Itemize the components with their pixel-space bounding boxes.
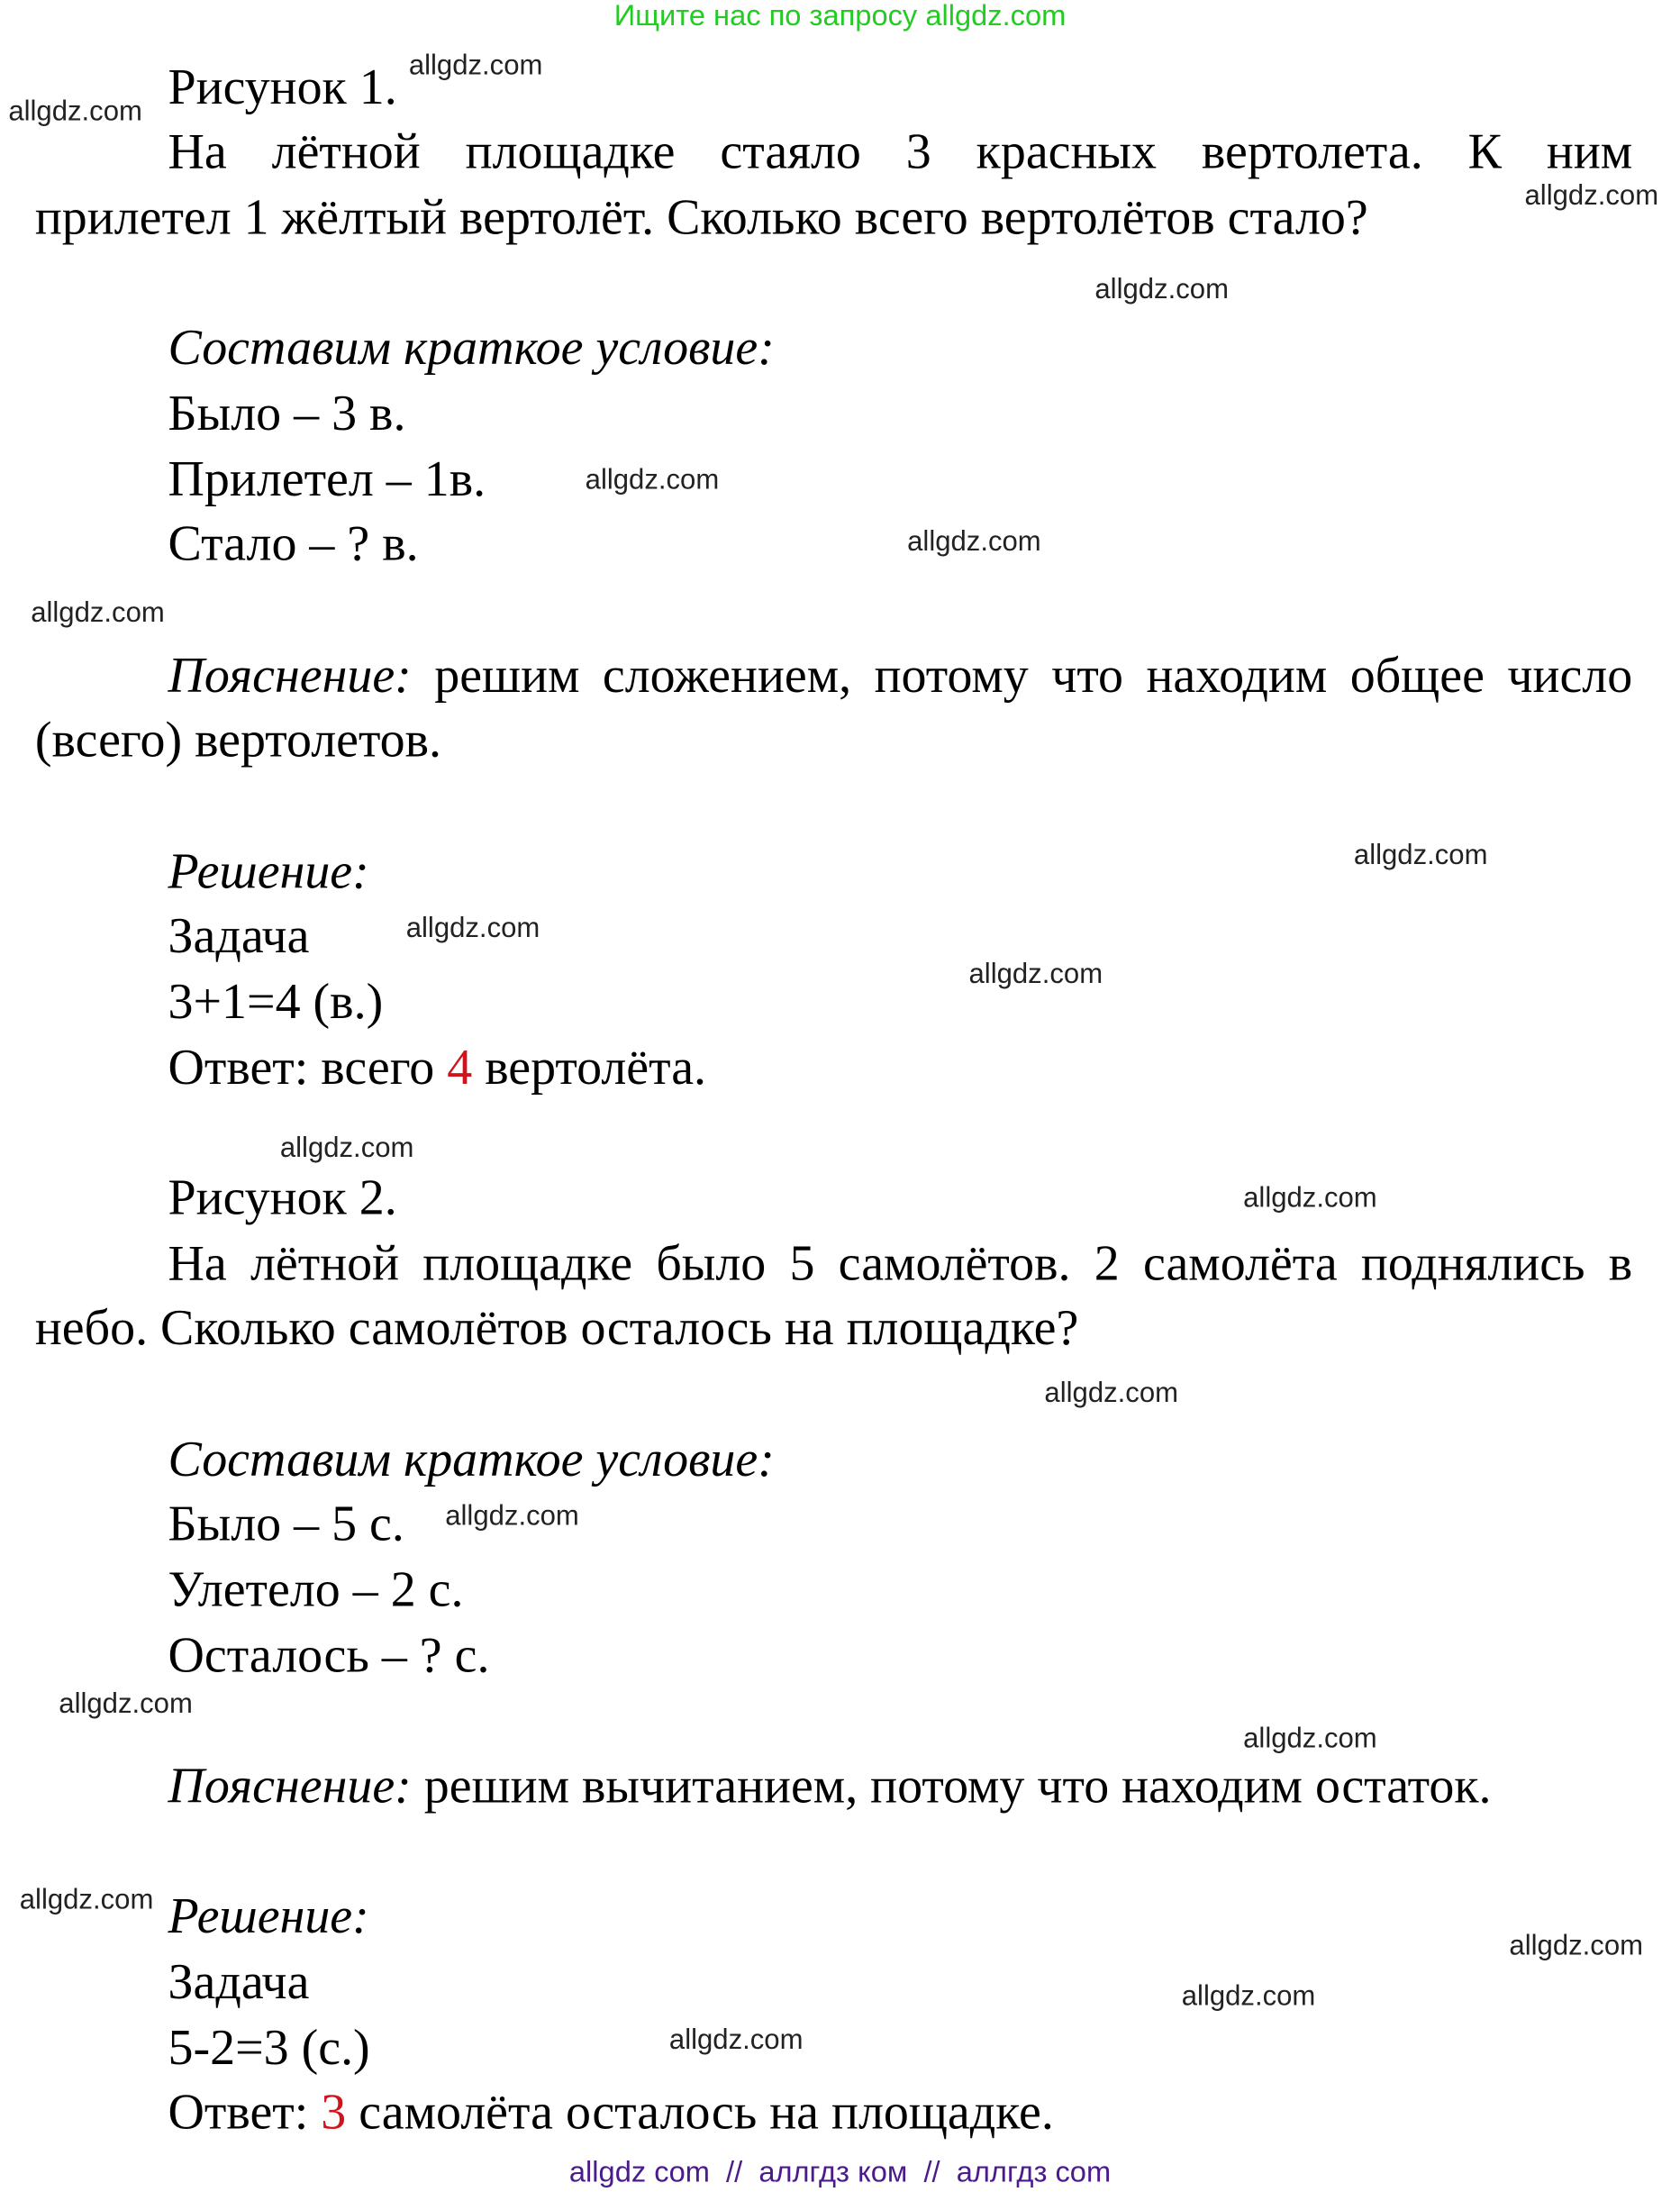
watermark: allgdz.com (1509, 1931, 1644, 1962)
task2-condition-label: Составим краткое условие: (168, 1431, 775, 1487)
watermark: allgdz.com (408, 50, 543, 82)
task1-explanation (168, 647, 1633, 704)
task2-problem-line1: На лётной площадке было 5 самолётов. 2 самолёта поднялись в (168, 1234, 1633, 1291)
task2-solution-label: Решение: (168, 1887, 369, 1944)
task1-condition: Было – 3 в. (168, 385, 406, 441)
watermark: allgdz.com (405, 913, 540, 944)
watermark: allgdz.com (19, 1884, 154, 1916)
task1-task-word: Задача (168, 907, 310, 964)
task1-condition: Прилетел – 1в. (168, 450, 486, 507)
watermark: allgdz.com (1243, 1183, 1377, 1214)
task1-condition-label: Составим краткое условие: (168, 319, 775, 376)
explanation-label: Пояснение: (168, 1757, 412, 1814)
watermark: allgdz.com (1181, 1981, 1316, 2013)
answer-prefix: Ответ: (168, 2083, 322, 2140)
answer-value: 4 (447, 1039, 473, 1096)
task1-answer (168, 1039, 707, 1096)
watermark: allgdz.com (445, 1501, 579, 1533)
task2-condition: Было – 5 с. (168, 1495, 404, 1552)
task1-condition: Стало – ? в. (168, 514, 419, 572)
watermark: allgdz.com (8, 96, 142, 128)
task1-title: Рисунок 1. (168, 59, 397, 115)
answer-prefix: Ответ: всего (168, 1039, 448, 1096)
task1-problem-line2: прилетел 1 жёлтый вертолёт. Сколько всего вертолётов стало? (34, 188, 1368, 245)
watermark: allgdz.com (968, 959, 1103, 990)
task2-explanation (168, 1757, 1492, 1814)
search-promo-header: Ищите нас по запросу allgdz.com (613, 0, 1067, 32)
watermark: allgdz.com (279, 1132, 414, 1164)
task2-problem-line2: небо. Сколько самолётов осталось на площадке? (34, 1299, 1079, 1356)
task2-task-word: Задача (168, 1953, 310, 2010)
task2-equation: 5-2=3 (с.) (168, 2019, 370, 2076)
task1-equation: 3+1=4 (в.) (168, 973, 384, 1030)
watermark: allgdz.com (907, 526, 1041, 558)
answer-suffix: самолёта осталось на площадке. (346, 2083, 1054, 2140)
task1-solution-label: Решение: (168, 842, 369, 899)
watermark: allgdz.com (1524, 180, 1659, 212)
explanation-text: решим вычитанием, потому что находим остаток. (411, 1757, 1492, 1814)
task2-title: Рисунок 2. (168, 1169, 397, 1225)
watermark: allgdz.com (585, 464, 720, 496)
watermark: allgdz.com (31, 597, 165, 629)
site-footer: allgdz com // аллгдз ком // аллгдз com (568, 2156, 1112, 2189)
explanation-label: Пояснение: (168, 647, 412, 704)
task1-explanation-line2: (всего) вертолетов. (34, 711, 442, 768)
explanation-text: решим сложением, потому что находим общее число (411, 647, 1633, 704)
watermark: allgdz.com (1353, 840, 1488, 871)
task2-condition: Улетело – 2 с. (168, 1560, 464, 1618)
watermark: allgdz.com (1094, 274, 1229, 305)
watermark: allgdz.com (59, 1688, 193, 1720)
task1-problem-line1: На лётной площадке стаяло 3 красных вертолета. К ним (168, 123, 1633, 179)
task2-condition: Осталось – ? с. (168, 1626, 490, 1684)
answer-value: 3 (321, 2083, 347, 2140)
watermark: allgdz.com (1243, 1724, 1377, 1755)
watermark: allgdz.com (668, 2024, 804, 2056)
task2-answer (168, 2083, 1054, 2140)
answer-suffix: вертолёта. (472, 1039, 707, 1096)
watermark: allgdz.com (1044, 1378, 1179, 1409)
